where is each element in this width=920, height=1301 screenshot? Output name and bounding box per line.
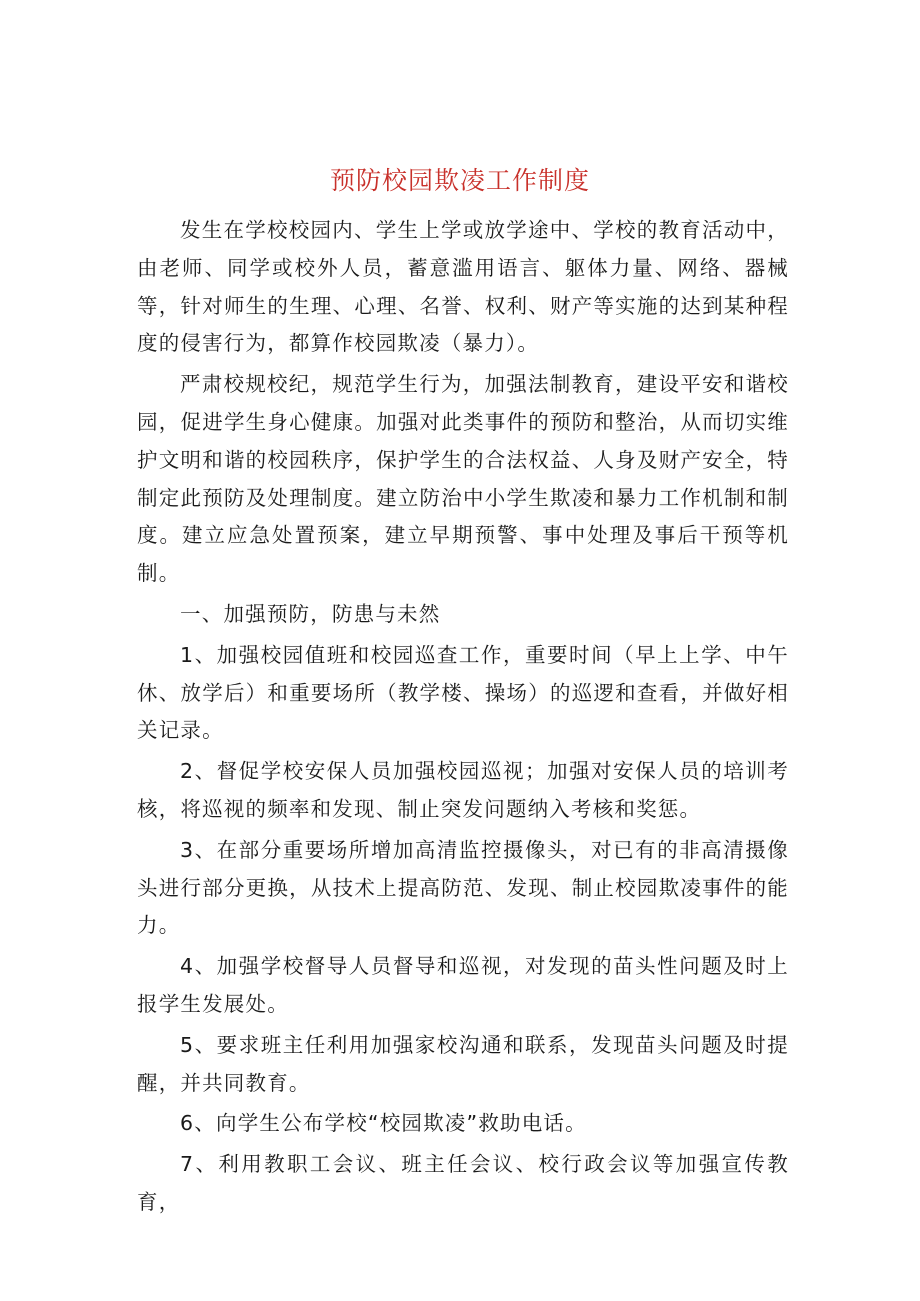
list-item-4: 4、加强学校督导人员督导和巡视，对发现的苗头性问题及时上报学生发展处。 [137,954,789,1016]
document-title: 预防校园欺凌工作制度 [329,166,590,195]
list-item-6: 6、向学生公布学校“校园欺凌”救助电话。 [180,1111,587,1136]
list-item-5: 5、要求班主任利用加强家校沟通和联系，发现苗头问题及时提醒，并共同教育。 [137,1032,789,1095]
paragraph-purpose: 严肃校规校纪，规范学生行为，加强法制教育，建设平安和谐校园，促进学生身心健康。加强对此类事件的预防和整治，从而切实维护文明和谐的校园秩序，保护学生的合法权益、人身及财产安全，特制定此预防及处理制度。建立防治中小学生欺凌和暴力工作机制和制度。建立应急处置预案，建立早期预警、事中处理及事后干预等机制。 [137,372,789,586]
document-body [137,212,789,1225]
list-item-3: 3、在部分重要场所增加高清监控摄像头，对已有的非高清摄像头进行部分更换，从技术上提高防范、发现、制止校园欺凌事件的能力。 [137,837,789,938]
list-item-7: 7、利用教职工会议、班主任会议、校行政会议等加强宣传教育， [137,1152,789,1214]
list-item-2: 2、督促学校安保人员加强校园巡视；加强对安保人员的培训考核，将巡视的频率和发现、制止突发问题纳入考核和奖惩。 [137,759,789,821]
paragraph-definition: 发生在学校校园内、学生上学或放学途中、学校的教育活动中，由老师、同学或校外人员，蓄意滥用语言、躯体力量、网络、器械等，针对师生的生理、心理、名誉、权利、财产等实施的达到某种程度的侵害行为，都算作校园欺凌（暴力）。 [137,218,789,356]
list-item-1: 1、加强校园值班和校园巡查工作，重要时间（早上上学、中午休、放学后）和重要场所（教学楼、操场）的巡逻和查看，并做好相关记录。 [137,642,789,743]
section-heading-prevention: 一、加强预防，防患与未然 [180,601,441,626]
